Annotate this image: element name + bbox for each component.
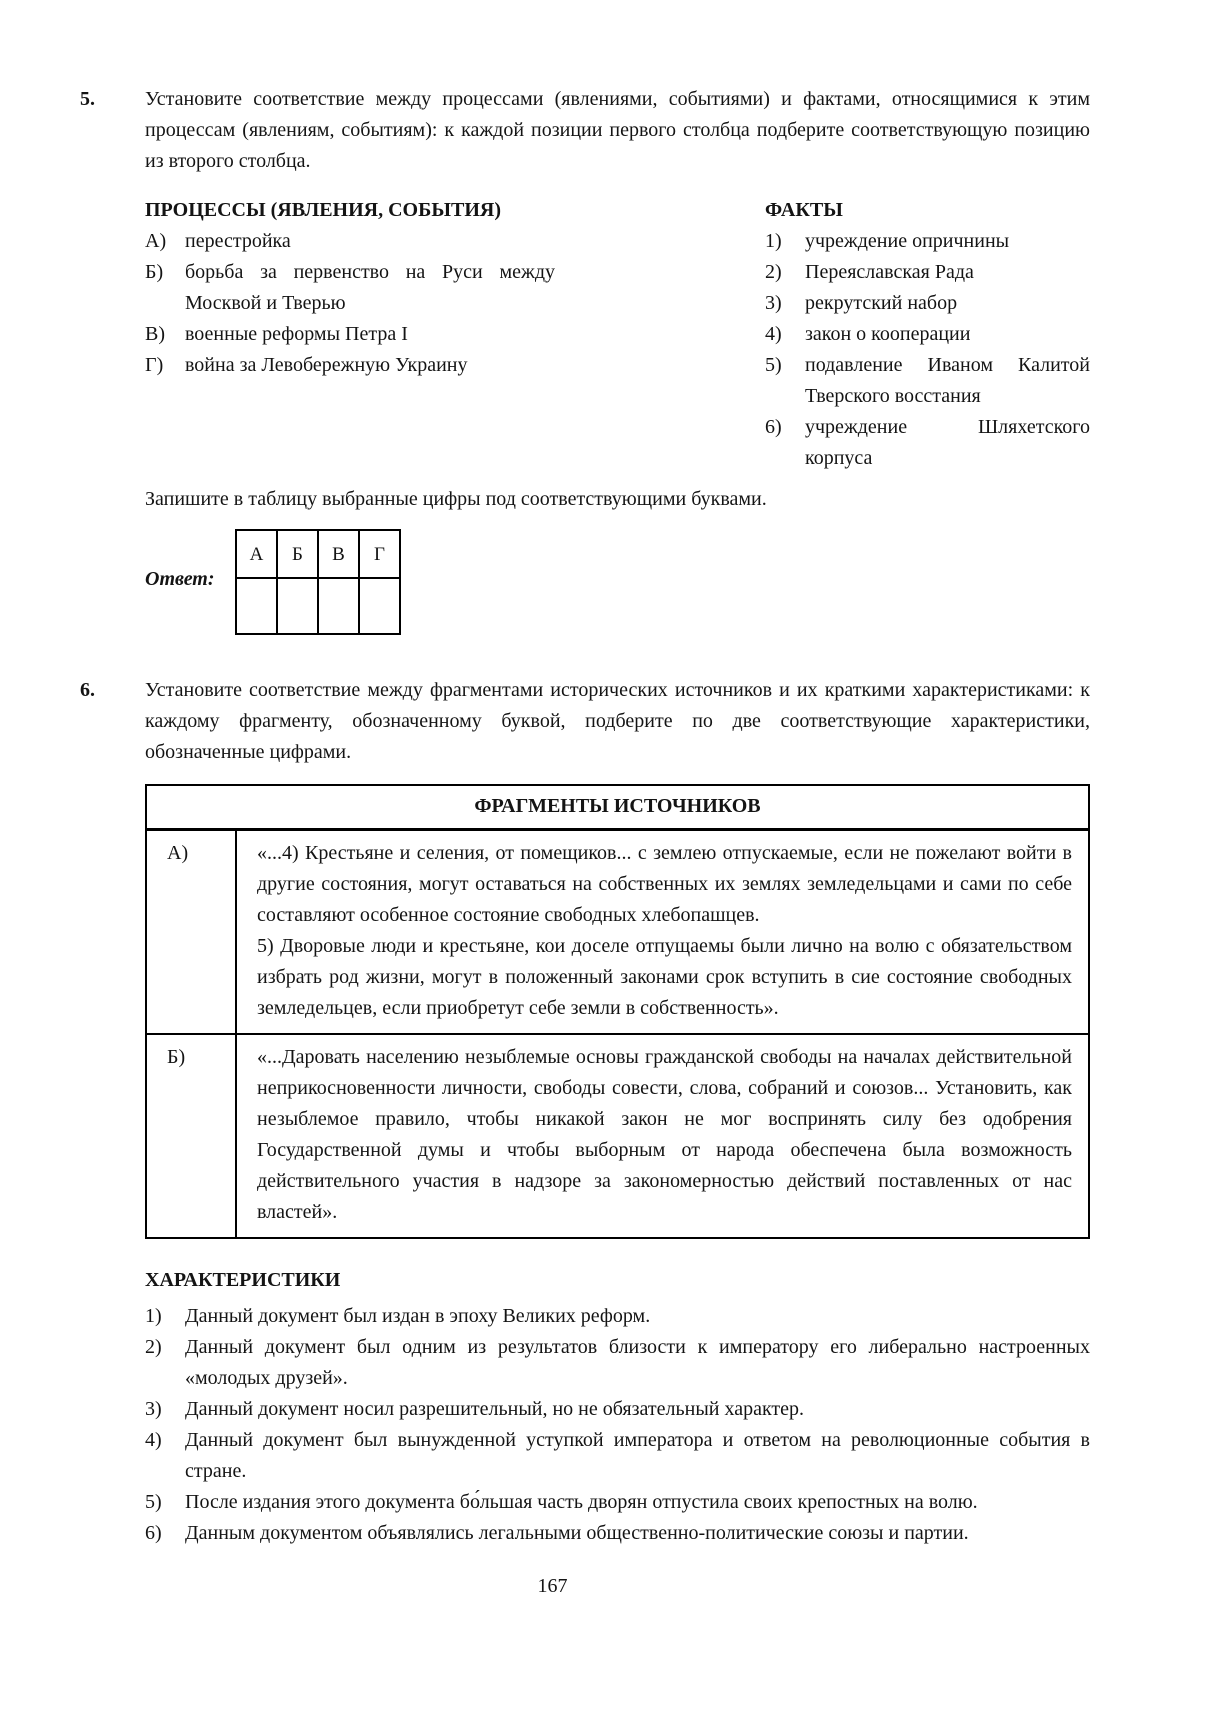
- task-5-intro: Установите соответствие между процессами (явлениями, событиями) и фактами, относящимися к этим процессам (явлениям, событиям): к каждой позиции первого столбца подберите соответствующую позицию из второго столбца.: [145, 88, 1090, 172]
- fact-item-4-label: 4): [765, 323, 782, 345]
- fact-item-2-label: 2): [765, 261, 782, 283]
- characteristic-1-text: Данный документ был издан в эпоху Великих реформ.: [185, 1305, 651, 1327]
- fact-item-3: [765, 288, 1090, 319]
- fact-item-1: [765, 226, 1090, 257]
- characteristics-list: [145, 1301, 1090, 1549]
- characteristic-4-label: 4): [145, 1429, 162, 1451]
- process-item-v-text: военные реформы Петра I: [185, 323, 408, 345]
- fact-item-3-label: 3): [765, 292, 782, 314]
- process-item-g: [145, 350, 555, 381]
- task-6-intro: Установите соответствие между фрагментами исторических источников и их краткими характеристиками: к каждому фрагменту, обозначенному буквой, подберите по две соответствующие характеристики, обозначенные цифрами.: [145, 679, 1090, 763]
- answer-header-g: Г: [359, 530, 400, 578]
- answer-cell-a: [236, 578, 277, 634]
- task-5: [80, 84, 1090, 635]
- process-item-g-label: Г): [145, 354, 164, 376]
- characteristic-5-label: 5): [145, 1491, 162, 1513]
- fragments-table: [145, 784, 1090, 1239]
- matching-columns: [145, 195, 1090, 474]
- characteristic-5-text: После издания этого документа бо́льшая часть дворян отпустила своих крепостных на волю.: [185, 1491, 978, 1513]
- characteristic-item-6: [145, 1518, 1090, 1549]
- answer-header-b: Б: [277, 530, 318, 578]
- process-item-v: [145, 319, 555, 350]
- process-item-b: [145, 257, 555, 319]
- facts-header: ФАКТЫ: [765, 199, 843, 221]
- fact-item-4-text: закон о кооперации: [805, 323, 971, 345]
- answer-header-a: А: [236, 530, 277, 578]
- answer-block: [145, 529, 1090, 635]
- fact-item-5-text: подавление Иваном Калитой Тверского восстания: [805, 354, 1090, 407]
- task-5-body: [145, 84, 1090, 635]
- characteristic-3-text: Данный документ носил разрешительный, но не обязательный характер.: [185, 1398, 805, 1420]
- characteristics-header: ХАРАКТЕРИСТИКИ: [145, 1269, 341, 1291]
- page-number: 167: [537, 1575, 568, 1597]
- fact-item-5: [765, 350, 1090, 412]
- fragment-b-paragraph-1: «...Даровать населению незыблемые основы гражданской свободы на началах действительной неприкосновенности личности, свободы совести, слова, собраний и союзов... Установить, как незыблемое правило, чтобы никакой закон не мог воспринять силу без одобрения Государственной думы и чтобы выборным от народа обеспечена была возможность действительного участия в надзоре за закономерностью действий поставленных от нас властей».: [257, 1046, 1072, 1223]
- fact-item-5-label: 5): [765, 354, 782, 376]
- answer-cell-g: [359, 578, 400, 634]
- fragment-a-paragraph-1: «...4) Крестьяне и селения, от помещиков... с землею отпускаемые, если не пожелают войти в другие состояния, могут оставаться на собственных их землях земледельцами и сами по себе составляют особенное состояние свободных хлебопашцев.: [257, 842, 1072, 926]
- fact-item-6: [765, 412, 1090, 474]
- answer-grid-header-row: [236, 530, 400, 578]
- fact-item-6-text: учреждение Шляхетского корпуса: [805, 416, 1090, 469]
- characteristic-2-label: 2): [145, 1336, 162, 1358]
- processes-column: [145, 195, 555, 474]
- characteristic-item-5: [145, 1487, 1090, 1518]
- fact-item-1-label: 1): [765, 230, 782, 252]
- fragment-row-a-label: А): [146, 830, 236, 1035]
- answer-cell-v: [318, 578, 359, 634]
- answer-header-v: В: [318, 530, 359, 578]
- characteristic-3-label: 3): [145, 1398, 162, 1420]
- fragment-row-a-text: [236, 830, 1089, 1035]
- fragments-table-header: ФРАГМЕНТЫ ИСТОЧНИКОВ: [146, 785, 1089, 830]
- answer-grid: [235, 529, 401, 635]
- fragment-row-b-label: Б): [146, 1034, 236, 1238]
- fragment-a-paragraph-2: 5) Дворовые люди и крестьяне, кои доселе отпущаемы были лично на волю с обязательством избрать род жизни, могут в положенный законами срок вступить в сие состояние свободных земледельцев, если приобретут себе земли в собственность».: [257, 935, 1072, 1019]
- answer-cell-b: [277, 578, 318, 634]
- characteristic-item-1: [145, 1301, 1090, 1332]
- process-item-a: [145, 226, 555, 257]
- characteristic-item-2: [145, 1332, 1090, 1394]
- fragment-row-a: [146, 830, 1089, 1035]
- write-instruction: Запишите в таблицу выбранные цифры под соответствующими буквами.: [145, 488, 767, 510]
- facts-column: [765, 195, 1090, 474]
- process-item-v-label: В): [145, 323, 165, 345]
- characteristic-item-4: [145, 1425, 1090, 1487]
- task-6-number: 6.: [80, 679, 95, 701]
- task-6: [80, 675, 1090, 1602]
- characteristic-item-3: [145, 1394, 1090, 1425]
- process-item-b-label: Б): [145, 261, 164, 283]
- characteristic-1-label: 1): [145, 1305, 162, 1327]
- process-item-b-text: борьба за первенство на Руси между Москвой и Тверью: [185, 261, 555, 314]
- fact-item-4: [765, 319, 1090, 350]
- fragments-table-header-row: [146, 785, 1089, 830]
- task-5-number: 5.: [80, 88, 95, 110]
- process-item-g-text: война за Левобережную Украину: [185, 354, 468, 376]
- characteristic-6-text: Данным документом объявлялись легальными общественно-политические союзы и партии.: [185, 1522, 969, 1544]
- answer-label: Ответ:: [145, 568, 215, 590]
- process-item-a-label: А): [145, 230, 167, 252]
- characteristic-6-label: 6): [145, 1522, 162, 1544]
- fragment-row-b-text: [236, 1034, 1089, 1238]
- fact-item-2-text: Переяславская Рада: [805, 261, 974, 283]
- characteristic-2-text: Данный документ был одним из результатов близости к императору его либерально настроенных «молодых друзей».: [185, 1336, 1090, 1389]
- fact-item-6-label: 6): [765, 416, 782, 438]
- process-item-a-text: перестройка: [185, 230, 291, 252]
- processes-header: ПРОЦЕССЫ (ЯВЛЕНИЯ, СОБЫТИЯ): [145, 199, 501, 221]
- answer-grid-value-row: [236, 578, 400, 634]
- characteristic-4-text: Данный документ был вынужденной уступкой императора и ответом на революционные события в стране.: [185, 1429, 1090, 1482]
- fact-item-2: [765, 257, 1090, 288]
- fact-item-1-text: учреждение опричнины: [805, 230, 1010, 252]
- task-6-body: [145, 675, 1090, 1602]
- fragment-row-b: [146, 1034, 1089, 1238]
- fact-item-3-text: рекрутский набор: [805, 292, 958, 314]
